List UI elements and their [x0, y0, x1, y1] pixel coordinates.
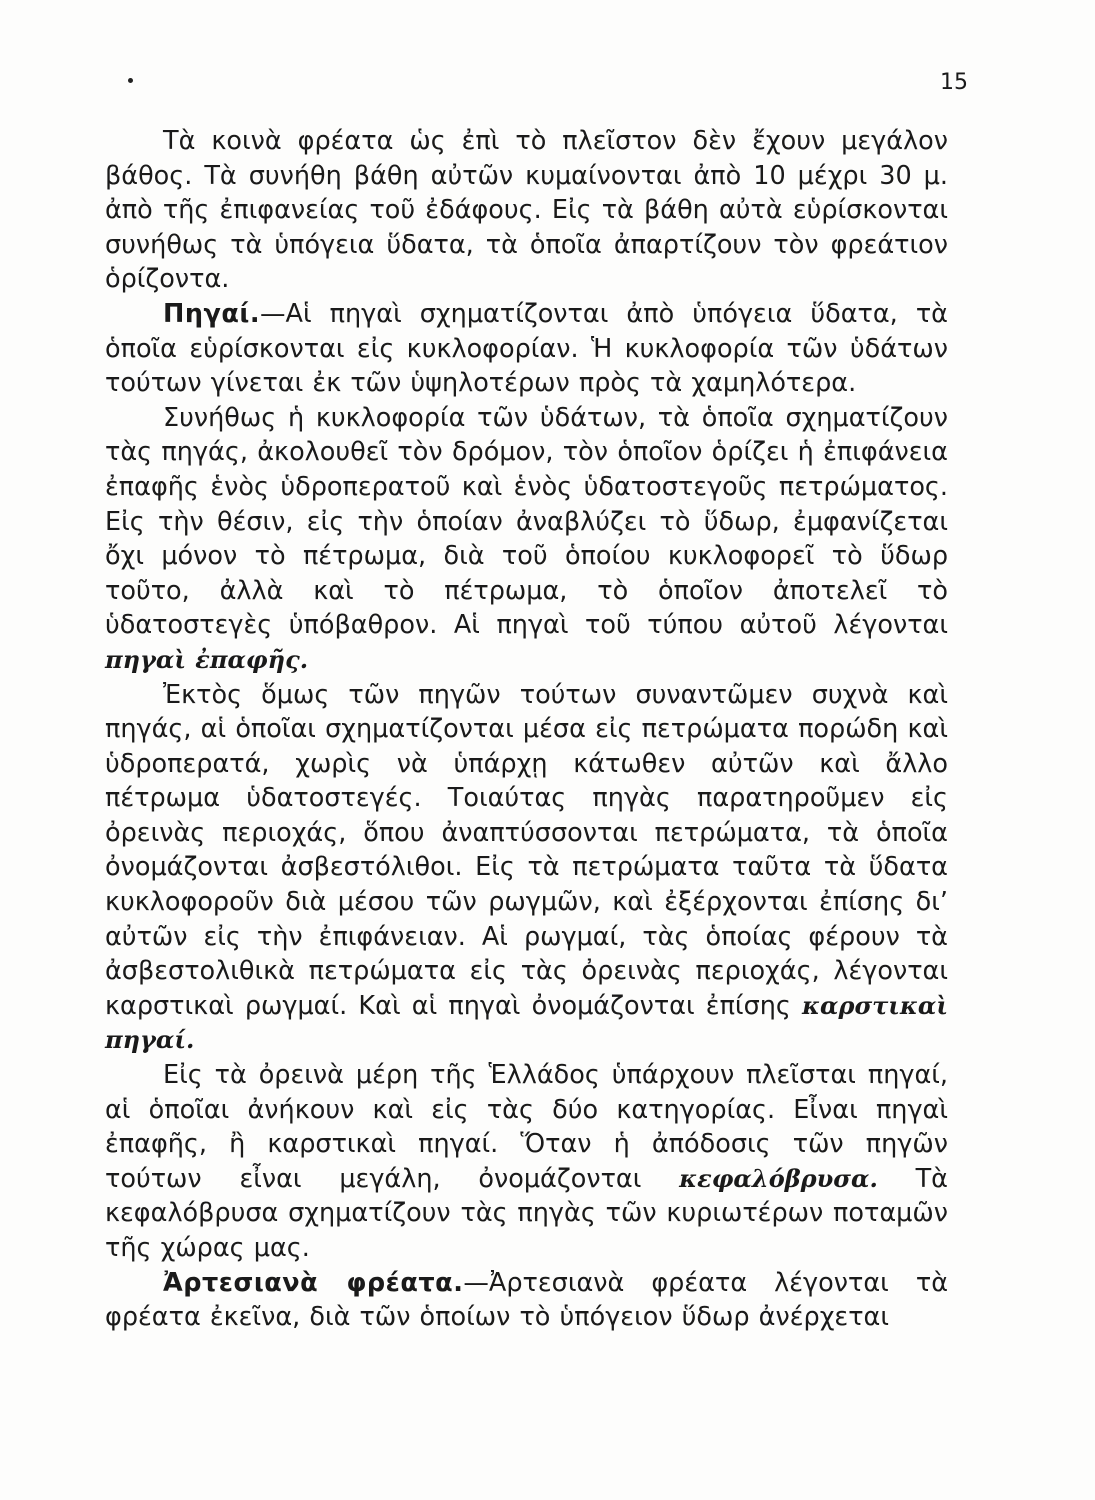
paragraph-common-wells	[105, 124, 948, 297]
paragraph-text: Τὰ κεφαλόβρυσα σχηματίζουν τὰς πηγὰς τῶν κυριωτέρων ποταμῶν τῆς χώρας μας.	[105, 1163, 948, 1263]
emphasized-term: πηγαὶ ἐπαφῆς.	[105, 644, 309, 674]
paragraph-text: Τὰ κοινὰ φρέατα ὡς ἐπὶ τὸ πλεῖστον δὲν ἔχουν μεγάλον βάθος. Τὰ συνήθη βάθη αὐτῶν κυμαίνονται ἀπὸ 10 μέχρι 30 μ. ἀπὸ τῆς ἐπιφανείας τοῦ ἐδάφους. Εἰς τὰ βάθη αὐτὰ εὑρίσκονται συνήθως τὰ ὑπόγεια ὕδατα, τὰ ὁποῖα ἀπαρτίζουν τὸν φρεάτιον ὁρίζοντα.	[105, 126, 948, 295]
paragraph-artesian-wells	[105, 1266, 948, 1335]
paragraph-contact-springs	[105, 401, 948, 678]
page-number: 15	[940, 70, 968, 95]
emphasized-term: κεφαλόβρυσα.	[679, 1163, 878, 1193]
print-dot	[128, 78, 133, 83]
paragraph-greek-springs	[105, 1058, 948, 1266]
paragraph-text: —Αἱ πηγαὶ σχηματίζονται ἀπὸ ὑπόγεια ὕδατα, τὰ ὁποῖα εὑρίσκονται εἰς κυκλοφορίαν. Ἡ κυκλοφορία τῶν ὑδάτων τούτων γίνεται ἐκ τῶν ὑψηλοτέρων πρὸς τὰ χαμηλότερα.	[105, 298, 948, 399]
paragraph-text: Εἰς τὰ ὀρεινὰ μέρη τῆς Ἑλλάδος ὑπάρχουν πλεῖσται πηγαί, αἱ ὁποῖαι ἀνήκουν καὶ εἰς τὰς δύο κατηγορίας. Εἶναι πηγαὶ ἐπαφῆς, ἢ καρστικαὶ πηγαί. Ὅταν ἡ ἀπόδοσις τῶν πηγῶν τούτων εἶναι μεγάλη, ὀνομάζονται	[105, 1060, 948, 1194]
emphasized-term: καρστικαὶ πηγαί.	[105, 990, 948, 1055]
paragraph-springs	[105, 297, 948, 401]
paragraph-text: Ἐκτὸς ὅμως τῶν πηγῶν τούτων συναντῶμεν συχνὰ καὶ πηγάς, αἱ ὁποῖαι σχηματίζονται μέσα εἰς πετρώματα πορώδη καὶ ὑδροπερατά, χωρὶς νὰ ὑπάρχῃ κάτωθεν αὐτῶν καὶ ἄλλο πέτρωμα ὑδατοστεγές. Τοιαύτας πηγὰς παρατηροῦμεν εἰς ὀρεινὰς περιοχάς, ὅπου ἀναπτύσσονται πετρώματα, τὰ ὁποῖα ὀνομάζονται ἀσβεστόλιθοι. Εἰς τὰ πετρώματα ταῦτα τὰ ὕδατα κυκλοφοροῦν διὰ μέσου τῶν ρωγμῶν, καὶ ἐξέρχονται ἐπίσης δι’ αὐτῶν εἰς τὴν ἐπιφάνειαν. Αἱ ρωγμαί, τὰς ὁποίας φέρουν τὰ ἀσβεστολιθικὰ πετρώματα εἰς τὰς ὀρεινὰς περιοχάς, λέγονται καρστικαὶ ρωγμαί. Καὶ αἱ πηγαὶ ὀνομάζονται ἐπίσης	[105, 679, 948, 1021]
section-heading-springs: Πηγαί.	[163, 298, 261, 329]
section-heading-artesian-wells: Ἀρτεσιανὰ φρέατα.	[163, 1267, 464, 1298]
body-text	[105, 124, 948, 1335]
paragraph-text: —Ἀρτεσιανὰ φρέατα λέγονται τὰ φρέατα ἐκεῖνα, διὰ τῶν ὁποίων τὸ ὑπόγειον ὕδωρ ἀνέρχεται	[105, 1267, 948, 1333]
paragraph-karst-springs	[105, 678, 948, 1059]
paragraph-text: Συνήθως ἡ κυκλοφορία τῶν ὑδάτων, τὰ ὁποῖα σχηματίζουν τὰς πηγάς, ἀκολουθεῖ τὸν δρόμον, τὸν ὁποῖον ὁρίζει ἡ ἐπιφάνεια ἐπαφῆς ἑνὸς ὑδροπερατοῦ καὶ ἑνὸς ὑδατοστεγοῦς πετρώματος. Εἰς τὴν θέσιν, εἰς τὴν ὁποίαν ἀναβλύζει τὸ ὕδωρ, ἐμφανίζεται ὄχι μόνον τὸ πέτρωμα, διὰ τοῦ ὁποίου κυκλοφορεῖ τὸ ὕδωρ τοῦτο, ἀλλὰ καὶ τὸ πέτρωμα, τὸ ὁποῖον ἀποτελεῖ τὸ ὑδατοστεγὲς ὑπόβαθρον. Αἱ πηγαὶ τοῦ τύπου αὐτοῦ λέγονται	[105, 402, 948, 641]
